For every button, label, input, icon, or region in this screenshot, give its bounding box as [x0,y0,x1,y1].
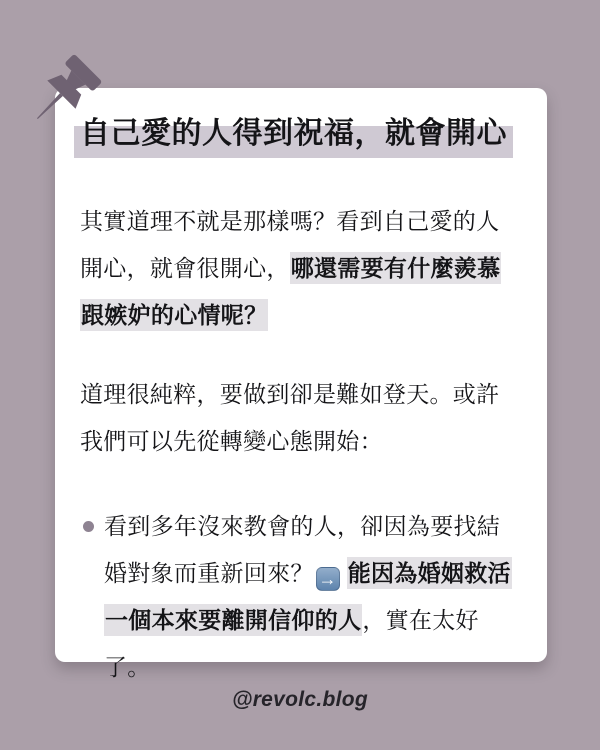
bullet-highlight: 能因為婚姻救活一個本來要離開信仰的人 [104,557,512,636]
page-title-text: 自己愛的人得到祝福，就會開心 [74,117,513,158]
arrow-right-icon [316,567,340,591]
page-title [74,118,520,150]
bullet-text [104,513,512,680]
paragraph-mindset: 道理很純粹，要做到卻是難如登天。或許我們可以先從轉變心態開始： [80,381,500,454]
paragraph-intro-normal: 其實道理不就是那樣嗎？看到自己愛的人開心，就會很開心， [80,208,500,281]
bullet-lead: 看到多年沒來教會的人，卻因為要找結婚對象而重新回來？ [104,513,501,586]
bullet-tail: ，實在太好了。 [104,607,479,680]
paragraph-intro [80,198,520,339]
post-card [55,88,547,680]
bullet-dot-icon [83,521,94,532]
paragraph-intro-highlight: 哪還需要有什麼羨慕跟嫉妒的心情呢？ [80,252,501,331]
account-handle: @revolc.blog [231,688,369,711]
bullet-item [80,503,520,691]
arrow-right-glyph: → [318,569,337,589]
